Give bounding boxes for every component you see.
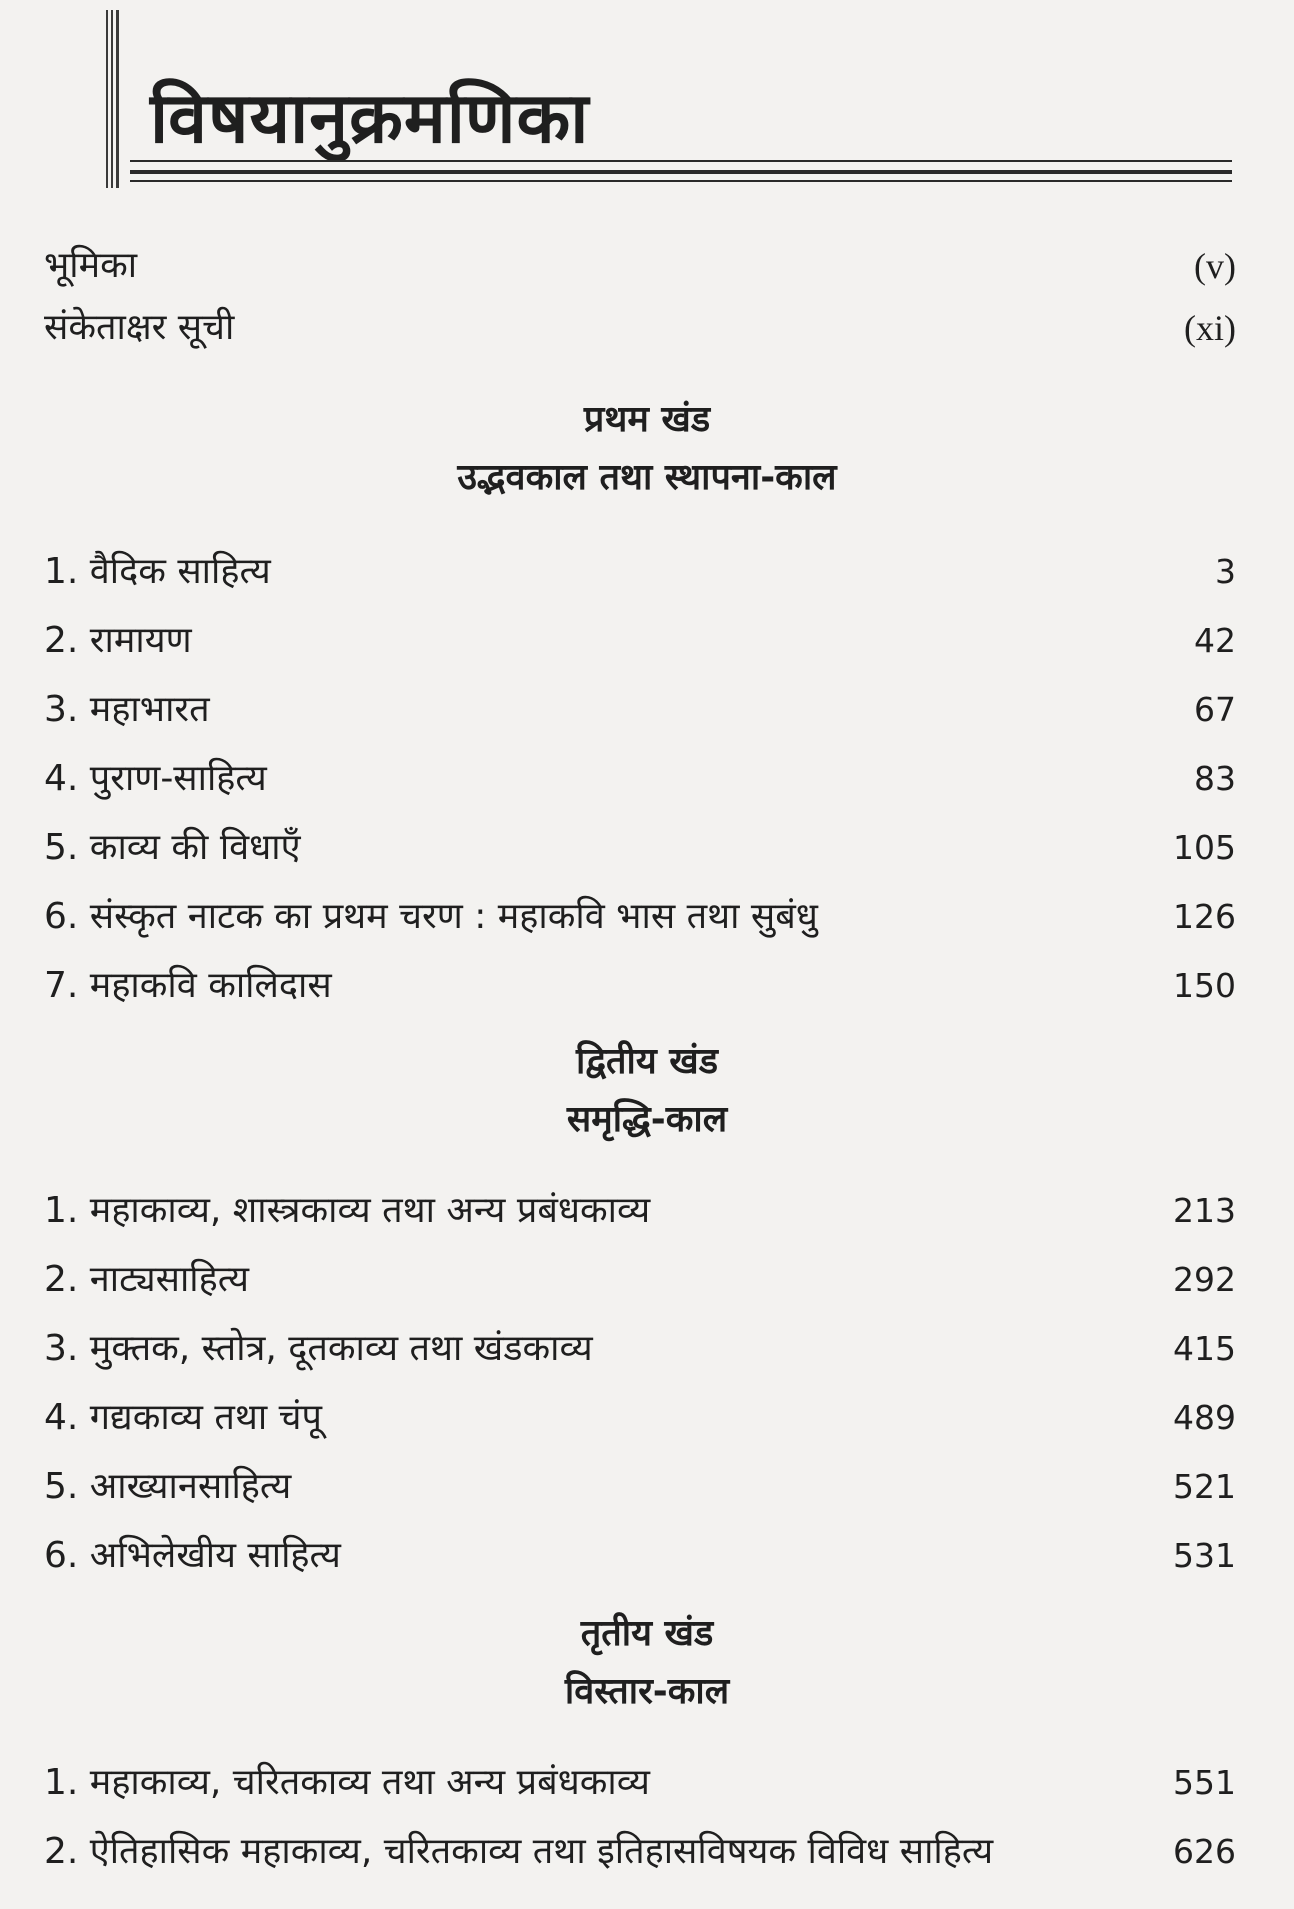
toc-entry[interactable] xyxy=(44,1461,1236,1513)
toc-entry-label: 7. महाकवि कालिदास xyxy=(44,965,332,1006)
toc-entry-label: 4. पुराण-साहित्य xyxy=(44,758,267,799)
toc-entry-label: 6. अभिलेखीय साहित्य xyxy=(44,1535,341,1576)
toc-entry-page: 213 xyxy=(1173,1191,1236,1230)
section-subheading: समृद्धि-काल xyxy=(566,1099,728,1140)
section-heading: तृतीय खंड xyxy=(580,1613,714,1654)
toc-entry[interactable] xyxy=(44,1254,1236,1306)
title-rule-top xyxy=(130,160,1232,162)
toc-entry-label: 1. महाकाव्य, शास्त्रकाव्य तथा अन्य प्रबंधकाव्य xyxy=(44,1190,651,1231)
toc-entry-page: 626 xyxy=(1173,1832,1236,1871)
section-heading: प्रथम खंड xyxy=(583,399,711,440)
toc-entry-label: 5. आख्यानसाहित्य xyxy=(44,1466,292,1507)
toc-entry-label: 3. मुक्तक, स्तोत्र, दूतकाव्य तथा खंडकाव्य xyxy=(44,1328,593,1369)
section-heading: द्वितीय खंड xyxy=(576,1041,718,1082)
toc-entry-page: 551 xyxy=(1173,1763,1236,1802)
toc-entry-page: 42 xyxy=(1194,621,1236,660)
toc-entry-label: 5. काव्य की विधाएँ xyxy=(44,827,301,868)
toc-entry[interactable] xyxy=(44,546,1236,598)
title-rule-middle xyxy=(130,170,1232,174)
toc-entry-page: 292 xyxy=(1173,1260,1236,1299)
section-subheading: विस्तार-काल xyxy=(564,1671,730,1712)
toc-entry[interactable] xyxy=(44,1323,1236,1375)
toc-entry[interactable] xyxy=(44,960,1236,1012)
toc-entry-page: 105 xyxy=(1173,828,1236,867)
toc-entry-page: (xi) xyxy=(1184,308,1236,348)
toc-entry-page: 415 xyxy=(1173,1329,1236,1368)
toc-entry[interactable] xyxy=(44,1757,1236,1809)
toc-entry-label: 1. वैदिक साहित्य xyxy=(44,551,271,592)
toc-entry-page: 83 xyxy=(1194,759,1236,798)
toc-entry-preface[interactable] xyxy=(44,240,1236,292)
toc-entry-label: 2. नाट्यसाहित्य xyxy=(44,1259,250,1300)
toc-entry-label: 6. संस्कृत नाटक का प्रथम चरण : महाकवि भास तथा सुबंधु xyxy=(44,896,818,937)
toc-entry-label: संकेताक्षर सूची xyxy=(44,307,235,348)
toc-entry[interactable] xyxy=(44,1392,1236,1444)
toc-entry-page: 67 xyxy=(1194,690,1236,729)
toc-entry-abbreviations[interactable] xyxy=(44,302,1236,354)
title-side-bars xyxy=(106,10,124,188)
toc-entry-label: 2. ऐतिहासिक महाकाव्य, चरितकाव्य तथा इतिहासविषयक विविध साहित्य xyxy=(44,1831,994,1872)
toc-entry[interactable] xyxy=(44,753,1236,805)
toc-entry[interactable] xyxy=(44,684,1236,736)
toc-entry-label: भूमिका xyxy=(44,245,138,286)
toc-entry[interactable] xyxy=(44,1185,1236,1237)
toc-entry-page: 126 xyxy=(1173,897,1236,936)
toc-entry-label: 3. महाभारत xyxy=(44,689,210,730)
toc-entry-page: 150 xyxy=(1173,966,1236,1005)
toc-entry[interactable] xyxy=(44,822,1236,874)
toc-entry[interactable] xyxy=(44,1826,1236,1878)
toc-entry-page: 531 xyxy=(1173,1536,1236,1575)
toc-entry-label: 1. महाकाव्य, चरितकाव्य तथा अन्य प्रबंधकाव्य xyxy=(44,1762,650,1803)
toc-entry[interactable] xyxy=(44,615,1236,667)
toc-entry-page: 521 xyxy=(1173,1467,1236,1506)
toc-entry-label: 2. रामायण xyxy=(44,620,192,661)
toc-entry[interactable] xyxy=(44,891,1236,943)
toc-entry-page: 3 xyxy=(1215,552,1236,591)
title-rule-bottom xyxy=(130,180,1232,182)
toc-entry-page: (v) xyxy=(1194,246,1236,286)
toc-entry-label: 4. गद्यकाव्य तथा चंपू xyxy=(44,1397,322,1438)
page-title: विषयानुक्रमणिका xyxy=(150,77,590,159)
section-subheading: उद्भवकाल तथा स्थापना-काल xyxy=(457,457,837,498)
toc-entry-page: 489 xyxy=(1173,1398,1236,1437)
toc-entry[interactable] xyxy=(44,1530,1236,1582)
